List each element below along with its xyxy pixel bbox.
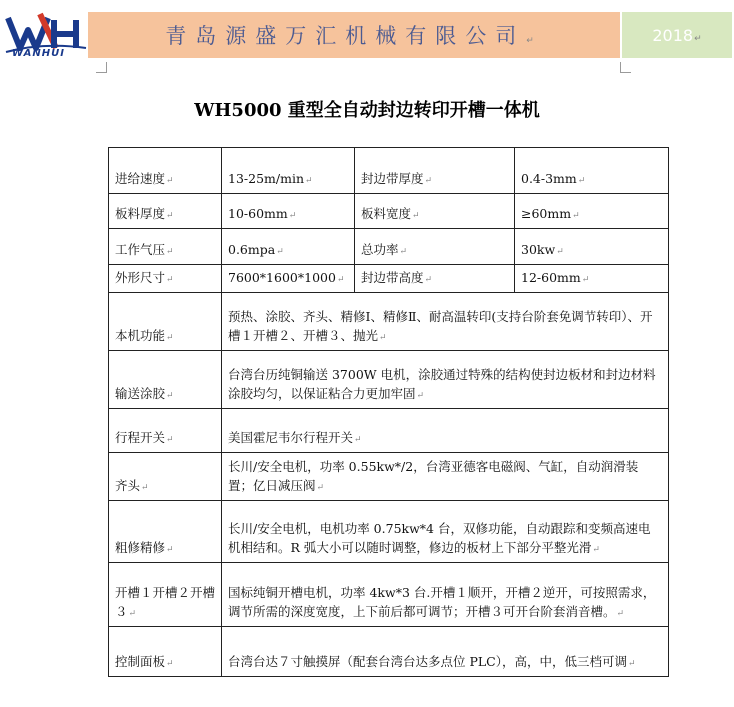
feature-text: 台湾台历纯铜输送 3700W 电机，涂胶通过特殊的结构使封边板材和封边材料涂胶均匀，以保证粘合力更加牢固 ↵ bbox=[222, 351, 669, 409]
crop-mark bbox=[620, 62, 631, 73]
spec-label: 板料厚度 ↵ bbox=[109, 194, 222, 229]
spec-value: ≥60mm ↵ bbox=[515, 194, 669, 229]
feature-label: 齐头 ↵ bbox=[109, 453, 222, 501]
table-row bbox=[109, 265, 669, 293]
spec-value: 10-60mm ↵ bbox=[222, 194, 355, 229]
year-label: 2018 ↵ bbox=[652, 26, 701, 45]
table-row bbox=[109, 501, 669, 563]
feature-label: 控制面板 ↵ bbox=[109, 627, 222, 677]
spec-label: 进给速度 ↵ bbox=[109, 148, 222, 194]
table-row bbox=[109, 409, 669, 453]
feature-label: 本机功能 ↵ bbox=[109, 293, 222, 351]
spec-table bbox=[108, 147, 669, 677]
crop-mark bbox=[96, 62, 107, 73]
table-row bbox=[109, 293, 669, 351]
year-banner bbox=[622, 12, 732, 58]
feature-text: 美国霍尼韦尔行程开关 ↵ bbox=[222, 409, 669, 453]
feature-label: 输送涂胶 ↵ bbox=[109, 351, 222, 409]
spec-value: 13-25m/min ↵ bbox=[222, 148, 355, 194]
company-banner bbox=[88, 12, 620, 58]
table-row bbox=[109, 148, 669, 194]
feature-text: 台湾台达７寸触摸屏（配套台湾台达多点位 PLC），高，中，低三档可调 ↵ bbox=[222, 627, 669, 677]
table-row bbox=[109, 563, 669, 627]
feature-label: 粗修精修 ↵ bbox=[109, 501, 222, 563]
table-row bbox=[109, 229, 669, 265]
document-title: WH5000 重型全自动封边转印开槽一体机 bbox=[194, 100, 540, 121]
feature-text: 长川/安全电机，电机功率 0.75kw*4 台，双修功能，自动跟踪和变频高速电机相结和。R 弧大小可以随时调整，修边的板材上下部分平整光滑 ↵ bbox=[222, 501, 669, 563]
table-row bbox=[109, 351, 669, 409]
feature-text: 预热、涂胶、齐头、精修Ⅰ、精修Ⅱ、耐高温转印(支持台阶套免调节转印）、开槽１开槽２、开槽３、抛光 ↵ bbox=[222, 293, 669, 351]
spec-value: 0.6mpa ↵ bbox=[222, 229, 355, 265]
feature-text: 长川/安全电机，功率 0.55kw*/2，台湾亚德客电磁阀、气缸，自动润滑装置；亿日减压阀 ↵ bbox=[222, 453, 669, 501]
spec-label: 封边带厚度 ↵ bbox=[355, 148, 515, 194]
feature-text: 国标纯铜开槽电机，功率 4kw*3 台.开槽１顺开，开槽２逆开，可按照需求，调节所需的深度宽度，上下前后都可调节；开槽３可开台阶套消音槽。 ↵ bbox=[222, 563, 669, 627]
spec-value: 12-60mm ↵ bbox=[515, 265, 669, 293]
spec-label: 工作气压 ↵ bbox=[109, 229, 222, 265]
logo-wordmark: WANHUI bbox=[12, 48, 65, 59]
table-row bbox=[109, 194, 669, 229]
feature-label: 行程开关 ↵ bbox=[109, 409, 222, 453]
table-row bbox=[109, 453, 669, 501]
spec-label: 总功率 ↵ bbox=[355, 229, 515, 265]
spec-label: 板料宽度 ↵ bbox=[355, 194, 515, 229]
table-row bbox=[109, 627, 669, 677]
spec-value: 30kw ↵ bbox=[515, 229, 669, 265]
company-name: 青岛源盛万汇机械有限公司 ↵ bbox=[165, 20, 543, 50]
spec-label: 封边带高度 ↵ bbox=[355, 265, 515, 293]
spec-value: 7600*1600*1000 ↵ bbox=[222, 265, 355, 293]
spec-label: 外形尺寸 ↵ bbox=[109, 265, 222, 293]
spec-value: 0.4-3mm ↵ bbox=[515, 148, 669, 194]
feature-label: 开槽１开槽２开槽３ ↵ bbox=[109, 563, 222, 627]
